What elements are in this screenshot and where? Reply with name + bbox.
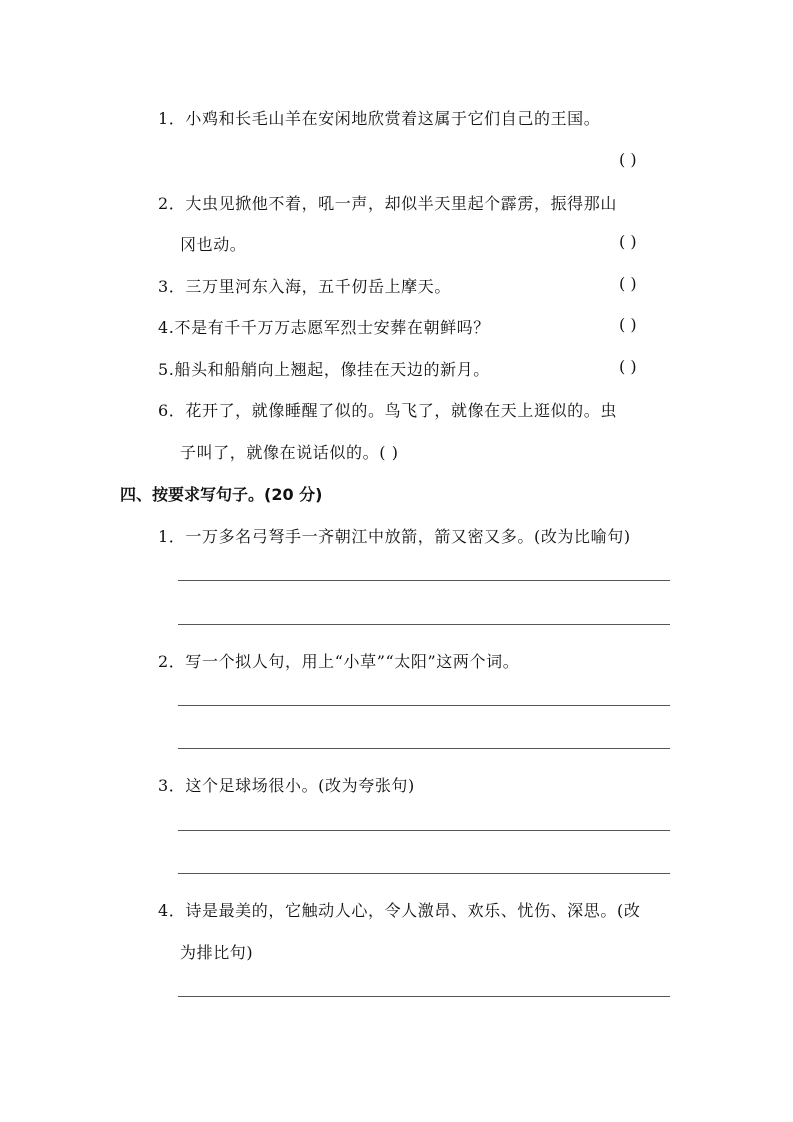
s3-item-3-text: 3．三万里河东入海，五千仞岳上摩天。 <box>158 277 451 296</box>
s3-item-4-answer-blank[interactable]: ( ) <box>619 315 637 334</box>
s3-item-1-text: 1．小鸡和长毛山羊在安闲地欣赏着这属于它们自己的王国。 <box>158 109 601 128</box>
s4-item-4-prompt: 4．诗是最美的，它触动人心，令人激昂、欢乐、忧伤、深思。(改 <box>158 901 641 920</box>
s4-item-4-prompt-cont: 为排比句) <box>180 943 254 962</box>
s4-item-4-answer-line-1[interactable] <box>178 996 670 997</box>
section-4-heading: 四、按要求写句子。(20 分) <box>120 485 323 504</box>
s3-item-2-text-cont: 冈也动。 <box>180 235 247 254</box>
s3-item-1-answer-blank[interactable]: ( ) <box>619 150 637 169</box>
s4-item-2-prompt: 2．写一个拟人句，用上“小草”“太阳”这两个词。 <box>158 652 520 671</box>
s4-item-2-answer-line-1[interactable] <box>178 705 670 706</box>
s3-item-2-answer-blank[interactable]: ( ) <box>619 232 637 251</box>
s3-item-4-text: 4.不是有千千万万志愿军烈士安葬在朝鲜吗？ <box>158 318 490 337</box>
s4-item-1-prompt: 1．一万多名弓弩手一齐朝江中放箭，箭又密又多。(改为比喻句) <box>158 527 631 546</box>
s4-item-3-prompt: 3．这个足球场很小。(改为夸张句) <box>158 776 415 795</box>
s4-item-2-answer-line-2[interactable] <box>178 748 670 749</box>
s3-item-2-text: 2．大虫见掀他不着，吼一声，却似半天里起个霹雳，振得那山 <box>158 194 617 213</box>
s4-item-3-answer-line-2[interactable] <box>178 873 670 874</box>
s4-item-1-answer-line-1[interactable] <box>178 580 670 581</box>
s3-item-5-text: 5.船头和船艄向上翘起，像挂在天边的新月。 <box>158 360 490 379</box>
s4-item-3-answer-line-1[interactable] <box>178 830 670 831</box>
s3-item-3-answer-blank[interactable]: ( ) <box>619 274 637 293</box>
s3-item-5-answer-blank[interactable]: ( ) <box>619 357 637 376</box>
s4-item-1-answer-line-2[interactable] <box>178 624 670 625</box>
s3-item-6-text: 6．花开了，就像睡醒了似的。鸟飞了，就像在天上逛似的。虫 <box>158 401 617 420</box>
s3-item-6-text-cont[interactable]: 子叫了，就像在说话似的。( ) <box>180 443 399 462</box>
